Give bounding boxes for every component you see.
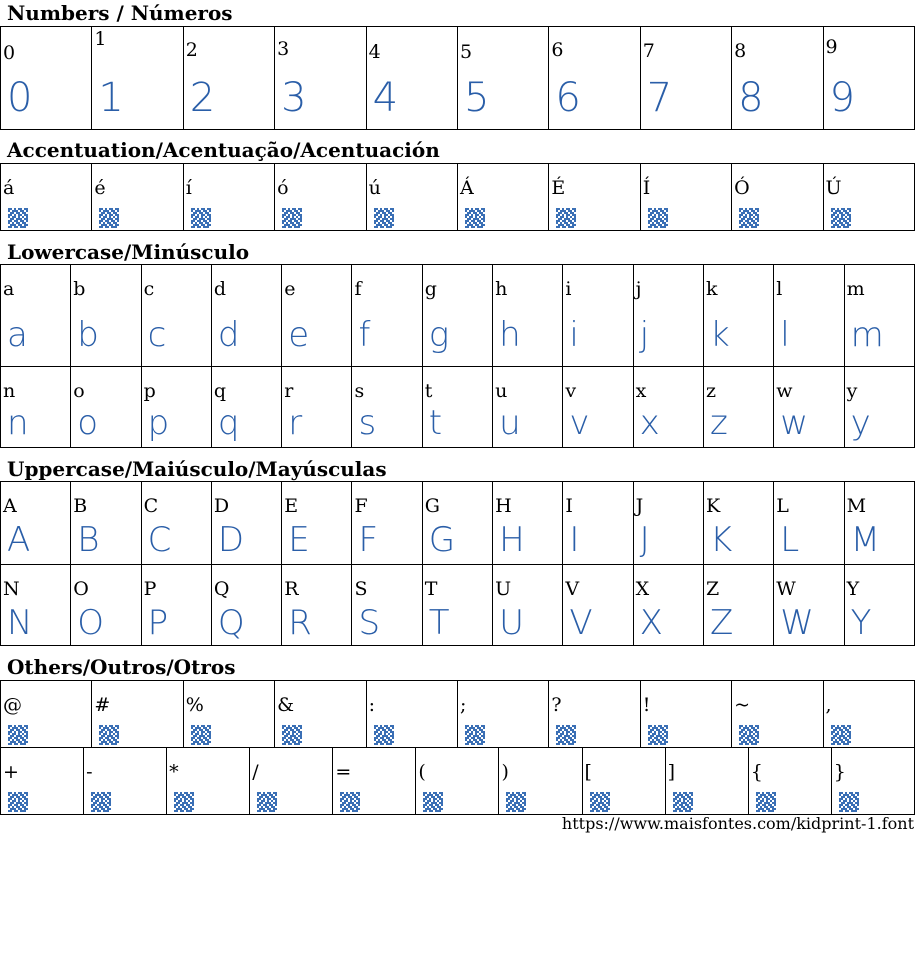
glyph-sample: Z xyxy=(709,603,734,643)
glyph-label: = xyxy=(335,761,352,783)
glyph-label: f xyxy=(354,278,362,300)
glyph-sample: 4 xyxy=(372,75,399,121)
glyph-sample: e xyxy=(288,315,310,355)
glyph-label: G xyxy=(424,495,440,517)
glyph-cell xyxy=(92,27,183,130)
glyph-label: X xyxy=(635,578,650,600)
glyph-sample: 9 xyxy=(829,75,855,121)
qr-placeholder-icon xyxy=(423,792,443,812)
glyph-label: 6 xyxy=(551,39,564,61)
glyph-label: n xyxy=(3,380,16,402)
qr-placeholder-icon xyxy=(282,725,302,745)
glyph-cell xyxy=(71,367,141,448)
glyph-sample: F xyxy=(358,520,379,560)
glyph-sample: r xyxy=(288,403,303,443)
qr-placeholder-icon xyxy=(374,208,394,228)
qr-placeholder-icon xyxy=(739,208,759,228)
glyph-cell xyxy=(732,27,823,130)
glyph-label: & xyxy=(277,694,295,716)
glyph-label: u xyxy=(495,380,508,402)
glyph-label: 0 xyxy=(3,42,16,64)
glyph-cell xyxy=(499,748,582,815)
glyph-label: g xyxy=(424,278,437,300)
glyph-label: Í xyxy=(642,177,651,199)
glyph-sample: D xyxy=(217,520,245,560)
glyph-cell xyxy=(457,681,548,748)
glyph-sample: W xyxy=(780,603,814,643)
glyph-sample: b xyxy=(77,315,99,355)
glyph-label: 2 xyxy=(185,39,198,61)
glyph-label: : xyxy=(368,694,375,716)
glyph-cell xyxy=(282,367,352,448)
glyph-cell xyxy=(422,565,492,646)
glyph-sample: T xyxy=(428,603,450,643)
glyph-cell xyxy=(774,482,844,565)
qr-placeholder-icon xyxy=(191,208,211,228)
qr-placeholder-icon xyxy=(831,725,851,745)
glyph-cell xyxy=(352,565,422,646)
glyph-label: p xyxy=(143,380,156,402)
glyph-cell xyxy=(141,265,211,367)
glyph-cell xyxy=(457,27,548,130)
glyph-cell xyxy=(275,681,366,748)
qr-placeholder-icon xyxy=(8,725,28,745)
glyph-label: 4 xyxy=(368,41,381,63)
glyph-label: S xyxy=(354,578,368,600)
glyph-sample: L xyxy=(780,520,800,560)
glyph-label: L xyxy=(776,495,789,517)
glyph-sample: x xyxy=(639,403,660,443)
glyph-label: T xyxy=(424,578,438,600)
glyph-label: e xyxy=(284,278,296,300)
glyph-label: É xyxy=(551,177,566,199)
qr-placeholder-icon xyxy=(556,208,576,228)
glyph-sample: S xyxy=(358,603,381,643)
glyph-label: U xyxy=(495,578,512,600)
glyph-sample: o xyxy=(77,403,99,443)
glyph-sample: X xyxy=(639,603,663,643)
glyph-label: B xyxy=(73,495,88,517)
glyph-cell xyxy=(71,482,141,565)
glyph-sample: 7 xyxy=(646,75,673,121)
glyph-cell xyxy=(640,681,731,748)
glyph-label: ) xyxy=(501,761,509,783)
glyph-label: r xyxy=(284,380,294,402)
glyph-label: o xyxy=(73,380,85,402)
glyph-cell xyxy=(92,164,183,231)
glyph-cell xyxy=(549,681,640,748)
glyph-sample: v xyxy=(569,403,590,443)
glyph-label: 1 xyxy=(94,28,107,50)
glyph-label: ~ xyxy=(734,694,751,716)
glyph-label: I xyxy=(565,495,573,517)
glyph-cell xyxy=(549,27,640,130)
glyph-label: í xyxy=(185,177,192,199)
glyph-cell xyxy=(823,681,914,748)
glyph-cell xyxy=(1,748,84,815)
glyph-cell xyxy=(275,164,366,231)
glyph-cell xyxy=(493,367,563,448)
glyph-cell xyxy=(1,482,71,565)
glyph-cell xyxy=(563,482,633,565)
glyph-cell xyxy=(844,565,914,646)
qr-placeholder-icon xyxy=(673,792,693,812)
glyph-cell xyxy=(352,482,422,565)
glyph-cell xyxy=(563,565,633,646)
glyph-cell xyxy=(282,265,352,367)
glyph-sample: 3 xyxy=(281,75,307,121)
glyph-label: t xyxy=(424,380,433,402)
qr-placeholder-icon xyxy=(8,208,28,228)
grid-row xyxy=(1,681,915,748)
glyph-sample: l xyxy=(780,315,790,355)
section-title-numbers: Numbers / Números xyxy=(7,1,233,25)
glyph-label: Q xyxy=(213,578,230,600)
glyph-cell xyxy=(352,367,422,448)
glyph-cell xyxy=(493,265,563,367)
section-title-lowercase: Lowercase/Minúsculo xyxy=(7,240,250,264)
glyph-label: 9 xyxy=(825,36,838,58)
glyph-cell xyxy=(282,482,352,565)
glyph-label: y xyxy=(846,380,858,402)
glyph-cell xyxy=(141,367,211,448)
glyph-cell xyxy=(493,565,563,646)
glyph-cell xyxy=(703,265,773,367)
glyph-cell xyxy=(457,164,548,231)
glyph-cell xyxy=(1,265,71,367)
glyph-sample: B xyxy=(77,520,100,560)
glyph-cell xyxy=(844,265,914,367)
glyph-label: [ xyxy=(584,761,592,783)
qr-placeholder-icon xyxy=(465,725,485,745)
others-grid-row2 xyxy=(0,747,915,815)
glyph-label: 5 xyxy=(459,41,473,63)
glyph-sample: 5 xyxy=(463,75,490,121)
glyph-sample: d xyxy=(217,315,240,355)
glyph-label: K xyxy=(705,495,721,517)
glyph-label: ; xyxy=(459,694,467,716)
glyph-label: z xyxy=(705,380,716,402)
glyph-sample: m xyxy=(850,315,884,355)
glyph-label: 8 xyxy=(734,40,747,62)
glyph-label: k xyxy=(705,278,718,300)
grid-row xyxy=(1,565,915,646)
glyph-label: H xyxy=(495,495,512,517)
glyph-sample: k xyxy=(709,315,730,355)
uppercase-grid xyxy=(0,481,915,646)
glyph-sample: H xyxy=(499,520,525,560)
glyph-sample: K xyxy=(709,520,733,560)
section-title-others: Others/Outros/Otros xyxy=(7,655,236,679)
grid-row xyxy=(1,27,915,130)
glyph-label: q xyxy=(213,380,227,402)
glyph-label: * xyxy=(169,761,179,783)
glyph-cell xyxy=(774,367,844,448)
qr-placeholder-icon xyxy=(648,208,668,228)
glyph-label: ] xyxy=(667,761,676,783)
glyph-label: % xyxy=(185,694,204,716)
glyph-cell xyxy=(141,482,211,565)
qr-placeholder-icon xyxy=(282,208,302,228)
section-title-uppercase: Uppercase/Maiúsculo/Mayúsculas xyxy=(7,457,387,481)
qr-placeholder-icon xyxy=(99,725,119,745)
glyph-label: V xyxy=(565,578,580,600)
glyph-label: ó xyxy=(277,177,289,199)
glyph-cell xyxy=(84,748,167,815)
glyph-cell xyxy=(703,565,773,646)
glyph-sample: O xyxy=(77,603,105,643)
glyph-label: w xyxy=(776,380,793,402)
glyph-cell xyxy=(732,164,823,231)
glyph-cell xyxy=(493,482,563,565)
qr-placeholder-icon xyxy=(191,725,211,745)
glyph-sample: I xyxy=(569,520,580,560)
numbers-grid xyxy=(0,26,915,130)
glyph-cell xyxy=(633,265,703,367)
glyph-sample: c xyxy=(147,315,167,355)
glyph-cell xyxy=(844,482,914,565)
glyph-sample: P xyxy=(147,603,169,643)
glyph-label: R xyxy=(284,578,299,600)
glyph-label: a xyxy=(3,278,15,300)
glyph-sample: p xyxy=(147,403,170,443)
glyph-cell xyxy=(352,265,422,367)
glyph-label: , xyxy=(825,694,832,716)
qr-placeholder-icon xyxy=(739,725,759,745)
glyph-sample: U xyxy=(499,603,524,643)
glyph-label: } xyxy=(833,761,846,783)
glyph-label: C xyxy=(143,495,159,517)
glyph-cell xyxy=(422,265,492,367)
glyph-cell xyxy=(250,748,333,815)
qr-placeholder-icon xyxy=(839,792,859,812)
glyph-cell xyxy=(71,265,141,367)
glyph-cell xyxy=(549,164,640,231)
qr-placeholder-icon xyxy=(257,792,277,812)
qr-placeholder-icon xyxy=(648,725,668,745)
glyph-cell xyxy=(703,367,773,448)
glyph-sample: w xyxy=(780,403,809,443)
glyph-cell xyxy=(732,681,823,748)
source-url: https://www.maisfontes.com/kidprint-1.font xyxy=(561,814,914,833)
glyph-label: ! xyxy=(642,694,651,716)
glyph-cell xyxy=(633,565,703,646)
glyph-cell xyxy=(640,164,731,231)
glyph-cell xyxy=(582,748,665,815)
glyph-label: @ xyxy=(3,694,22,716)
glyph-cell xyxy=(422,367,492,448)
grid-row xyxy=(1,367,915,448)
glyph-cell xyxy=(282,565,352,646)
glyph-sample: g xyxy=(428,315,450,355)
glyph-label: c xyxy=(143,278,155,300)
lowercase-grid xyxy=(0,264,915,448)
grid-row xyxy=(1,265,915,367)
glyph-label: A xyxy=(3,495,17,517)
glyph-cell xyxy=(748,748,831,815)
glyph-label: { xyxy=(750,761,763,783)
glyph-sample: q xyxy=(217,403,240,443)
glyph-label: b xyxy=(73,278,86,300)
qr-placeholder-icon xyxy=(556,725,576,745)
glyph-label: N xyxy=(3,578,20,600)
glyph-sample: 1 xyxy=(98,75,124,121)
glyph-label: i xyxy=(565,278,572,300)
qr-placeholder-icon xyxy=(465,208,485,228)
glyph-cell xyxy=(275,27,366,130)
glyph-cell xyxy=(71,565,141,646)
glyph-cell xyxy=(1,367,71,448)
glyph-sample: t xyxy=(428,403,443,443)
glyph-cell xyxy=(823,164,914,231)
glyph-cell xyxy=(633,482,703,565)
glyph-sample: M xyxy=(850,520,880,560)
glyph-sample: N xyxy=(7,603,33,643)
glyph-label: h xyxy=(495,278,508,300)
glyph-cell xyxy=(774,265,844,367)
qr-placeholder-icon xyxy=(590,792,610,812)
glyph-sample: a xyxy=(7,315,28,355)
section-title-accents: Accentuation/Acentuação/Acentuación xyxy=(7,138,440,162)
qr-placeholder-icon xyxy=(831,208,851,228)
qr-placeholder-icon xyxy=(340,792,360,812)
glyph-sample: E xyxy=(288,520,310,560)
glyph-cell xyxy=(211,565,281,646)
glyph-label: M xyxy=(846,495,867,517)
qr-placeholder-icon xyxy=(374,725,394,745)
glyph-sample: R xyxy=(288,603,312,643)
glyph-label: Á xyxy=(459,177,474,199)
glyph-cell xyxy=(211,367,281,448)
qr-placeholder-icon xyxy=(8,792,28,812)
glyph-sample: V xyxy=(569,603,593,643)
glyph-cell xyxy=(183,164,274,231)
glyph-label: D xyxy=(213,495,230,517)
glyph-label: E xyxy=(284,495,299,517)
qr-placeholder-icon xyxy=(91,792,111,812)
glyph-sample: 6 xyxy=(555,75,581,121)
glyph-sample: z xyxy=(709,403,728,443)
glyph-label: x xyxy=(635,380,647,402)
glyph-cell xyxy=(211,482,281,565)
glyph-sample: 0 xyxy=(7,75,33,121)
qr-placeholder-icon xyxy=(99,208,119,228)
glyph-sample: A xyxy=(7,520,31,560)
glyph-cell xyxy=(633,367,703,448)
glyph-label: / xyxy=(252,761,259,783)
glyph-cell xyxy=(831,748,914,815)
glyph-label: d xyxy=(213,278,227,300)
glyph-label: 3 xyxy=(277,38,290,60)
grid-row xyxy=(1,164,915,231)
qr-placeholder-icon xyxy=(506,792,526,812)
glyph-cell xyxy=(92,681,183,748)
glyph-sample: f xyxy=(358,315,371,355)
glyph-cell xyxy=(366,681,457,748)
glyph-label: é xyxy=(94,177,106,199)
glyph-label: j xyxy=(635,278,642,300)
others-grid-row1 xyxy=(0,680,915,748)
glyph-sample: h xyxy=(499,315,521,355)
glyph-label: F xyxy=(354,495,368,517)
glyph-cell xyxy=(665,748,748,815)
glyph-cell xyxy=(416,748,499,815)
glyph-cell xyxy=(211,265,281,367)
glyph-cell xyxy=(823,27,914,130)
glyph-cell xyxy=(366,164,457,231)
glyph-cell xyxy=(640,27,731,130)
glyph-cell xyxy=(563,367,633,448)
glyph-sample: n xyxy=(7,403,29,443)
glyph-sample: u xyxy=(499,403,521,443)
glyph-sample: y xyxy=(850,403,871,443)
glyph-label: l xyxy=(776,278,783,300)
glyph-sample: 8 xyxy=(738,75,764,121)
glyph-label: ú xyxy=(368,177,381,199)
glyph-label: Y xyxy=(846,578,860,600)
glyph-cell xyxy=(844,367,914,448)
glyph-label: ( xyxy=(418,761,426,783)
glyph-label: v xyxy=(565,380,577,402)
glyph-sample: Y xyxy=(850,603,872,643)
glyph-sample: s xyxy=(358,403,377,443)
glyph-label: P xyxy=(143,578,157,600)
glyph-cell xyxy=(167,748,250,815)
glyph-sample: j xyxy=(639,315,650,355)
glyph-cell xyxy=(774,565,844,646)
glyph-cell xyxy=(1,681,92,748)
glyph-cell xyxy=(366,27,457,130)
glyph-label: Ó xyxy=(734,177,750,199)
glyph-cell xyxy=(183,681,274,748)
glyph-cell xyxy=(183,27,274,130)
glyph-cell xyxy=(563,265,633,367)
glyph-label: Z xyxy=(705,578,720,600)
accents-grid xyxy=(0,163,915,231)
glyph-sample: J xyxy=(639,520,650,560)
glyph-label: - xyxy=(86,761,93,783)
glyph-label: ? xyxy=(551,694,562,716)
glyph-label: Ú xyxy=(825,177,842,199)
glyph-cell xyxy=(422,482,492,565)
glyph-sample: i xyxy=(569,315,579,355)
grid-row xyxy=(1,482,915,565)
glyph-sample: C xyxy=(147,520,172,560)
glyph-cell xyxy=(1,164,92,231)
glyph-cell xyxy=(1,565,71,646)
glyph-label: 7 xyxy=(642,40,655,62)
glyph-sample: G xyxy=(428,520,456,560)
glyph-label: W xyxy=(776,578,796,600)
qr-placeholder-icon xyxy=(174,792,194,812)
glyph-label: + xyxy=(3,761,19,783)
qr-placeholder-icon xyxy=(756,792,776,812)
glyph-label: O xyxy=(73,578,89,600)
grid-row xyxy=(1,748,915,815)
glyph-cell xyxy=(703,482,773,565)
glyph-label: á xyxy=(3,177,15,199)
glyph-label: m xyxy=(846,278,865,300)
glyph-sample: 2 xyxy=(189,75,216,121)
glyph-label: # xyxy=(94,694,111,716)
glyph-cell xyxy=(333,748,416,815)
glyph-sample: Q xyxy=(217,603,245,643)
glyph-cell xyxy=(141,565,211,646)
glyph-cell xyxy=(1,27,92,130)
glyph-label: s xyxy=(354,380,365,402)
glyph-label: J xyxy=(635,495,644,517)
